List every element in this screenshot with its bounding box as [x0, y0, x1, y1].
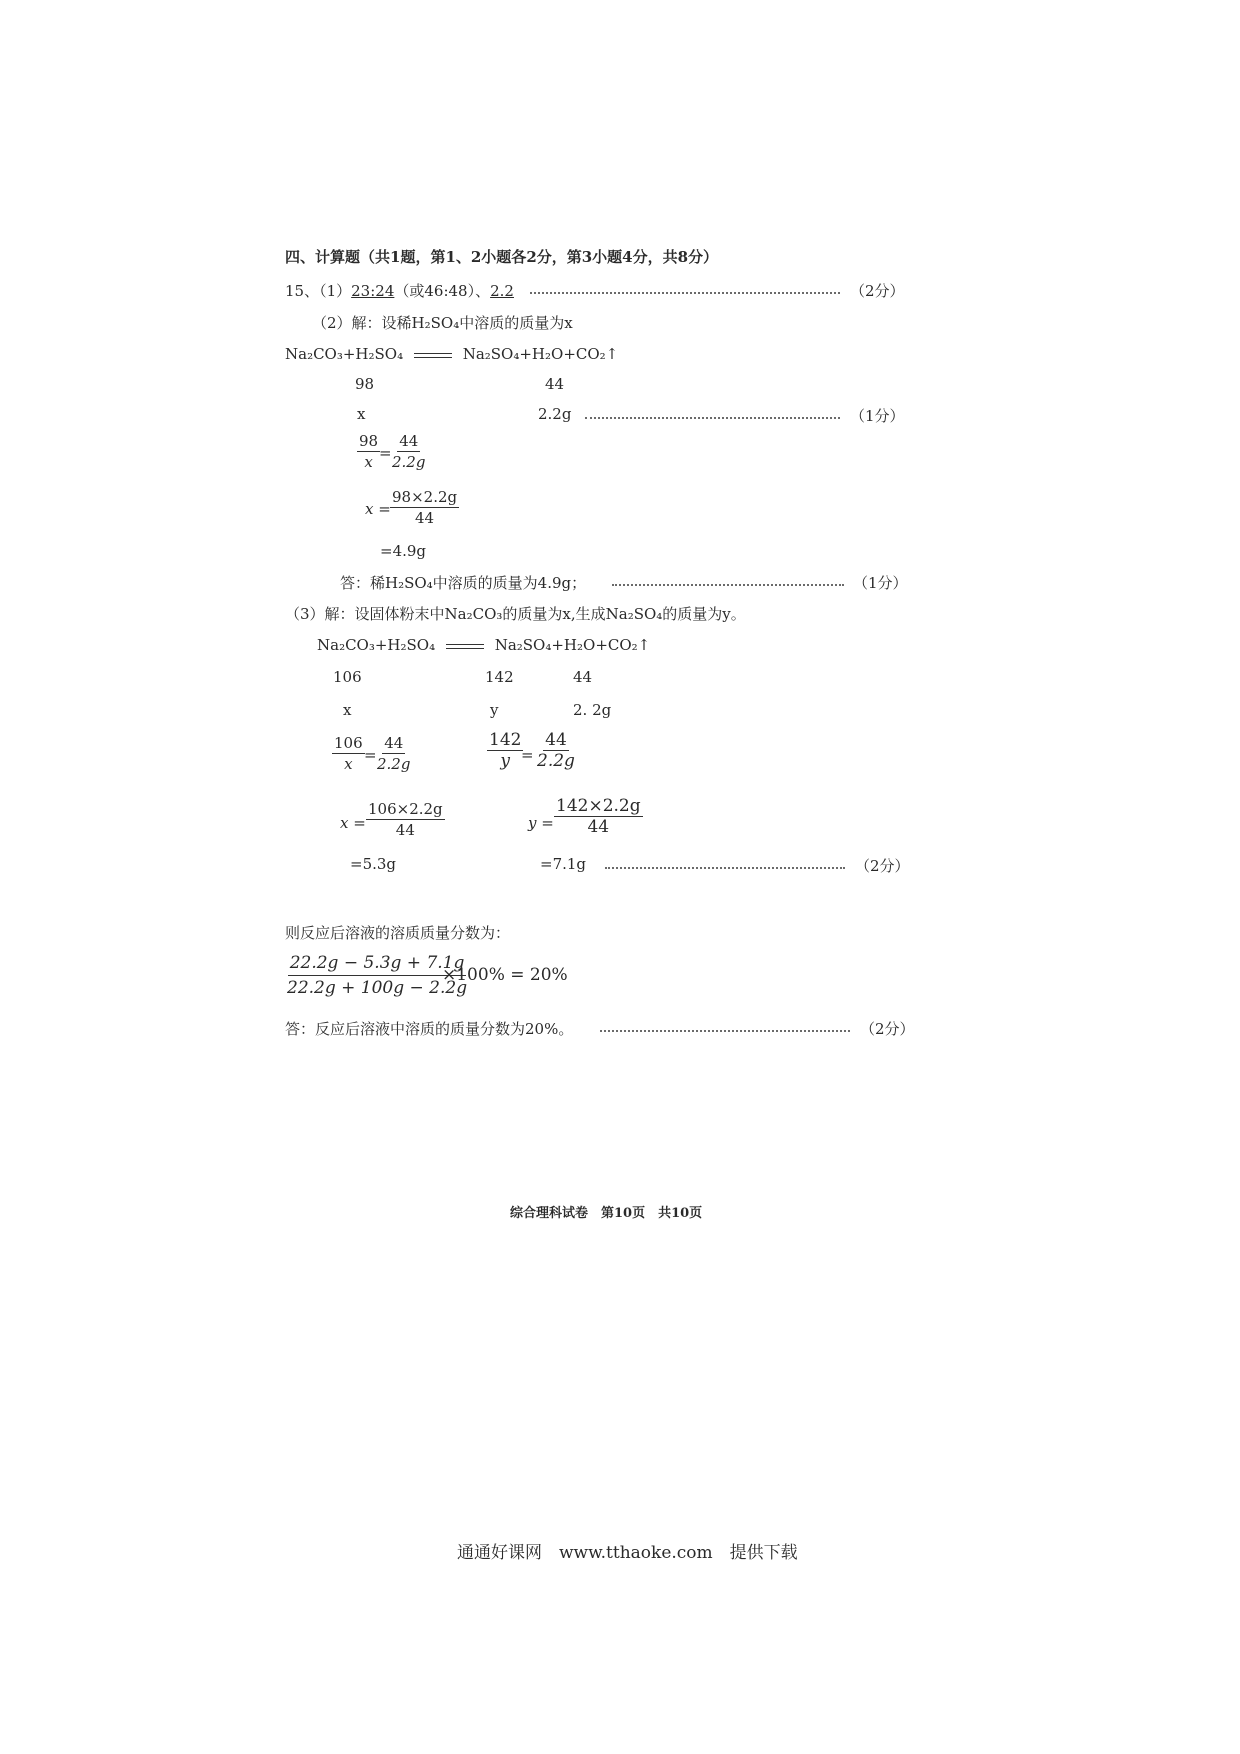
fraction-numerator: 106	[334, 734, 363, 752]
fraction-denominator: x	[344, 755, 353, 773]
equals-sign: =	[521, 746, 534, 764]
section-heading: 四、计算题（共1题，第1、2小题各2分，第3小题4分，共8分）	[285, 248, 719, 266]
solve-lhs: x =	[365, 500, 391, 518]
dot-leader	[605, 867, 845, 869]
q15-answer-ratio: 23:24	[351, 282, 395, 300]
fraction-solve-x	[390, 488, 459, 527]
q15-part1-line	[285, 280, 514, 301]
part3-result-y: =7.1g	[540, 855, 587, 873]
q15-answer-value: 2.2	[490, 282, 514, 300]
page-footer: 综合理科试卷 第10页 共10页	[510, 1206, 703, 1221]
final-result: ×100% = 20%	[442, 965, 568, 985]
dot-leader	[600, 1030, 850, 1032]
equals-sign	[446, 644, 484, 649]
equals-sign: =	[379, 444, 392, 462]
fraction-98-over-x	[357, 432, 380, 471]
part2-answer: 答：稀H₂SO₄中溶质的质量为4.9g；	[340, 574, 587, 592]
fraction-denominator: 44	[587, 817, 610, 837]
fraction-denominator: 2.2g	[392, 453, 426, 471]
fraction-denominator: x	[364, 453, 373, 471]
q15-part1-prefix: 15、（1）	[285, 282, 352, 300]
fraction-44-over-2.2g	[390, 432, 427, 471]
equation-products: Na₂SO₄+H₂O+CO₂↑	[494, 636, 651, 654]
fraction-numerator: 44	[399, 432, 419, 450]
part2-var-2: 2.2g	[538, 405, 572, 423]
final-statement: 则反应后溶液的溶质质量分数为：	[285, 924, 511, 942]
fraction-142-over-y	[487, 731, 523, 770]
fraction-44-over-2.2g	[535, 731, 577, 770]
score-label: （1分）	[853, 574, 908, 592]
part2-intro: （2）解：设稀H₂SO₄中溶质的质量为x	[312, 314, 573, 332]
q15-part1-mid: （或46:48）、	[394, 282, 491, 300]
fraction-numerator: 44	[545, 730, 567, 750]
fraction-numerator: 142	[489, 730, 522, 750]
part3-var-2: y	[490, 701, 499, 719]
equation-products: Na₂SO₄+H₂O+CO₂↑	[462, 345, 619, 363]
part2-mass-2: 44	[545, 375, 565, 393]
fraction-106-over-x	[332, 734, 365, 773]
dot-leader	[612, 584, 844, 586]
fraction-denominator: y	[500, 751, 511, 771]
equation-reactants: Na₂CO₃+H₂SO₄	[285, 345, 404, 363]
fraction-denominator: 2.2g	[377, 755, 411, 773]
part2-equation	[285, 345, 618, 363]
fraction-numerator: 106×2.2g	[368, 800, 443, 818]
part3-result-x: =5.3g	[350, 855, 397, 873]
part3-intro: （3）解：设固体粉末中Na₂CO₃的质量为x,生成Na₂SO₄的质量为y。	[285, 605, 746, 623]
fraction-numerator: 98	[359, 432, 379, 450]
score-label: （2分）	[850, 282, 905, 300]
score-label: （1分）	[850, 407, 905, 425]
final-answer: 答：反应后溶液中溶质的质量分数为20%。	[285, 1020, 574, 1038]
part3-var-1: x	[343, 701, 352, 719]
fraction-numerator: 142×2.2g	[556, 796, 641, 816]
dot-leader	[530, 292, 840, 294]
fraction-44-over-2.2g	[375, 734, 412, 773]
equals-sign: =	[364, 746, 377, 764]
part3-mass-1: 106	[333, 668, 362, 686]
fraction-denominator: 22.2g + 100g − 2.2g	[287, 978, 468, 998]
score-label: （2分）	[855, 857, 910, 875]
dot-leader	[585, 417, 840, 419]
fraction-denominator: 2.2g	[537, 751, 575, 771]
score-label: （2分）	[860, 1020, 915, 1038]
part3-mass-3: 44	[573, 668, 593, 686]
fraction-numerator: 44	[384, 734, 404, 752]
equals-sign	[414, 353, 452, 358]
fraction-denominator: 44	[415, 509, 435, 527]
part2-mass-1: 98	[355, 375, 375, 393]
fraction-numerator: 98×2.2g	[392, 488, 458, 506]
equation-reactants: Na₂CO₃+H₂SO₄	[317, 636, 436, 654]
part3-var-3: 2. 2g	[573, 701, 612, 719]
fraction-numerator: 22.2g − 5.3g + 7.1g	[288, 952, 467, 976]
solve-lhs: y =	[528, 814, 554, 832]
part2-result: =4.9g	[380, 542, 427, 560]
fraction-denominator: 44	[395, 821, 415, 839]
solve-lhs: x =	[340, 814, 366, 832]
fraction-solve-y	[554, 797, 643, 836]
part3-mass-2: 142	[485, 668, 514, 686]
part3-equation	[317, 636, 650, 654]
part2-var-1: x	[357, 405, 366, 423]
fraction-solve-x	[366, 800, 445, 839]
source-note: 通通好课网 www.tthaoke.com 提供下载	[457, 1543, 798, 1563]
